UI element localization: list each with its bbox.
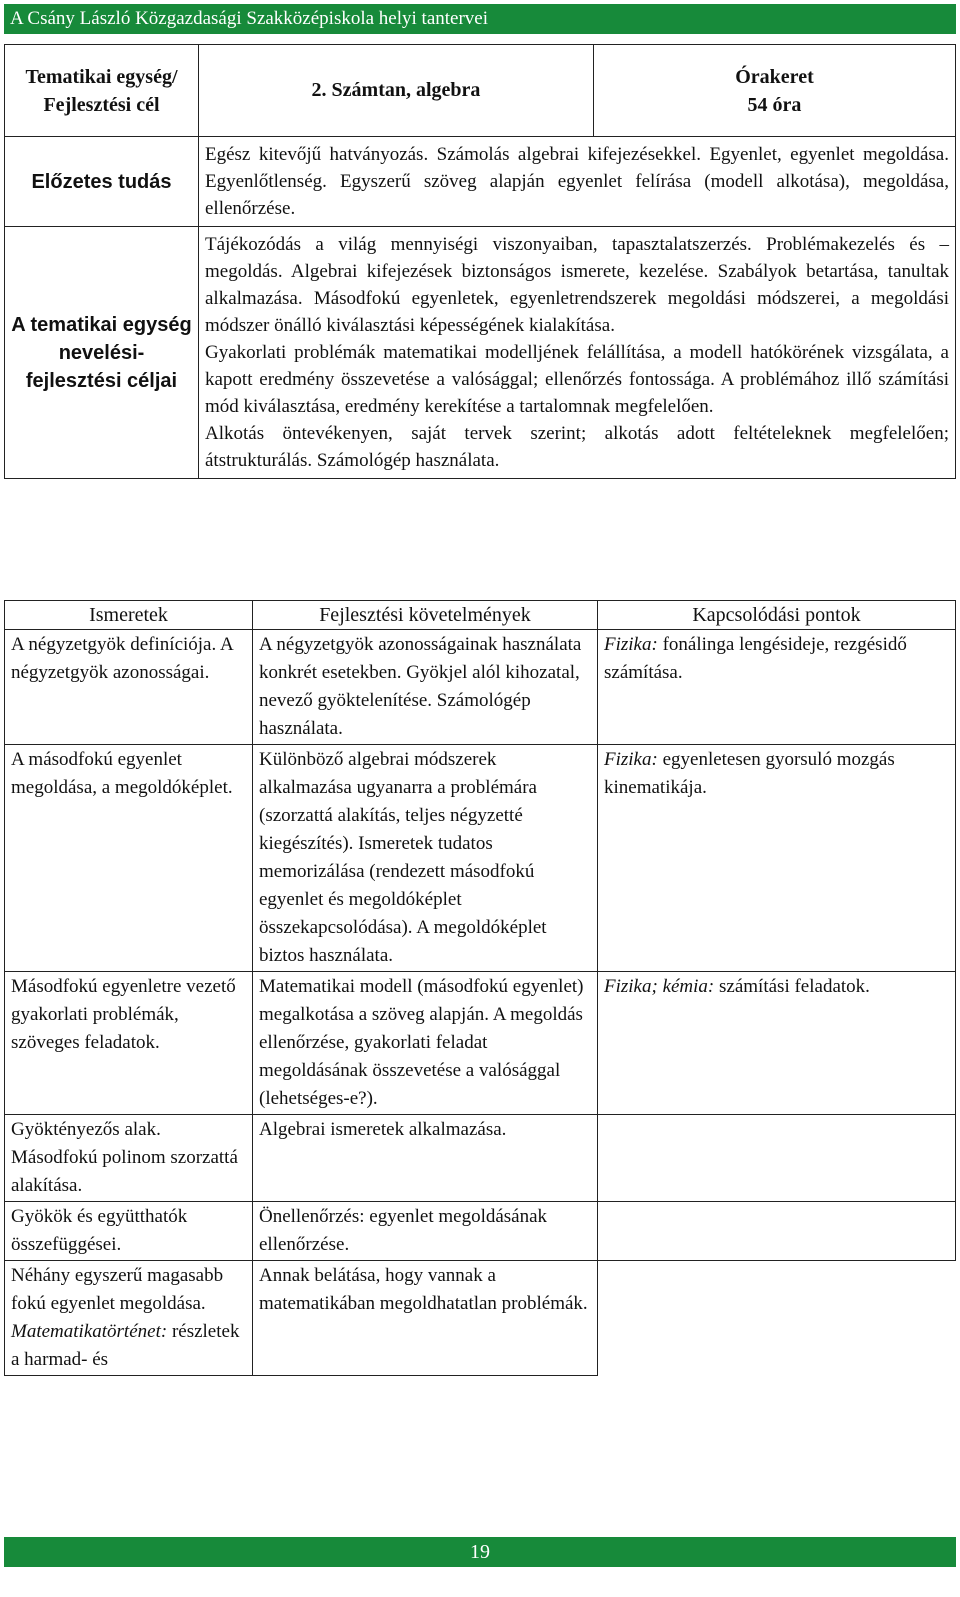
goals-paragraph: Alkotás öntevékenyen, saját tervek szerint; alkotás adott feltételeknek megfelelően; átstrukturálás. Számológép használata. bbox=[205, 423, 949, 471]
document-header-bar bbox=[4, 4, 956, 34]
hours-value: 54 óra bbox=[747, 93, 802, 116]
requirements-cell: Önellenőrzés: egyenlet megoldásának ellenőrzése. bbox=[253, 1202, 598, 1261]
knowledge-italic: Matematikatörténet: bbox=[11, 1321, 168, 1342]
knowledge-cell: A másodfokú egyenlet megoldása, a megoldóképlet. bbox=[5, 745, 253, 972]
goals-text bbox=[199, 227, 956, 479]
table-row bbox=[5, 1202, 956, 1261]
header-knowledge: Ismeretek bbox=[5, 601, 253, 630]
knowledge-cell bbox=[5, 1261, 253, 1376]
hours-label: Órakeret bbox=[735, 65, 814, 88]
goals-label: A tematikai egység nevelési-fejlesztési céljai bbox=[5, 227, 199, 479]
page-footer bbox=[4, 1537, 956, 1567]
prior-knowledge-label: Előzetes tudás bbox=[5, 137, 199, 227]
knowledge-text: Néhány egyszerű magasabb fokú egyenlet megoldása. bbox=[11, 1265, 224, 1314]
prior-knowledge-text: Egész kitevőjű hatványozás. Számolás algebrai kifejezésekkel. Egyenlet, egyenlet megoldása. Egyenlőtlenség. Egyszerű szöveg alapján egyenlet felírása (modell alkotása), megoldása, ellenőrzése. bbox=[199, 137, 956, 227]
knowledge-tail: részletek a harmad- és bbox=[11, 1321, 240, 1370]
requirements-cell: Különböző algebrai módszerek alkalmazása ugyanarra a problémára (szorzattá alakítás, teljes négyzetté kiegészítés). Ismeretek tudatos memorizálása (rendezett másodfokú egyenlet és megoldóképlet összekapcsolódása). A megoldóképlet biztos használata. bbox=[253, 745, 598, 972]
link-text: számítási feladatok. bbox=[714, 976, 870, 997]
link-subject: Fizika: bbox=[604, 749, 658, 770]
knowledge-cell: Gyöktényezős alak. Másodfokú polinom szorzattá alakítása. bbox=[5, 1115, 253, 1202]
table-row bbox=[5, 1261, 956, 1376]
hours-cell bbox=[594, 45, 956, 137]
links-cell bbox=[598, 1115, 956, 1202]
header-requirements: Fejlesztési követelmények bbox=[253, 601, 598, 630]
unit-summary-table bbox=[4, 44, 956, 479]
links-cell bbox=[598, 972, 956, 1115]
header-links: Kapcsolódási pontok bbox=[598, 601, 956, 630]
requirements-cell: Annak belátása, hogy vannak a matematikában megoldhatatlan problémák. bbox=[253, 1261, 598, 1376]
goals-paragraph: Tájékozódás a világ mennyiségi viszonyaiban, tapasztalatszerzés. Problémakezelés és –megoldás. Algebrai kifejezések biztonságos ismerete, kezelése. Szabályok betartása, tanultak alkalmazása. Másodfokú egyenletek, egyenletrendszerek megoldási módszerei, a megoldási módszer önálló kiválasztási képességének kialakítása. bbox=[205, 234, 949, 336]
link-text: egyenletesen gyorsuló mozgás kinematikája. bbox=[604, 749, 895, 798]
table-row bbox=[5, 630, 956, 745]
links-cell bbox=[598, 1202, 956, 1261]
table-row bbox=[5, 1115, 956, 1202]
link-subject: Fizika; kémia: bbox=[604, 976, 715, 997]
page-number: 19 bbox=[470, 1541, 490, 1563]
link-text: fonálinga lengésideje, rezgésidő számítása. bbox=[604, 634, 907, 683]
links-cell bbox=[598, 630, 956, 745]
table-row bbox=[5, 745, 956, 972]
table-row bbox=[5, 972, 956, 1115]
unit-name: 2. Számtan, algebra bbox=[199, 45, 594, 137]
requirements-cell: A négyzetgyök azonosságainak használata konkrét esetekben. Gyökjel alól kihozatal, nevező gyöktelenítése. Számológép használata. bbox=[253, 630, 598, 745]
knowledge-cell: A négyzetgyök definíciója. A négyzetgyök azonosságai. bbox=[5, 630, 253, 745]
requirements-cell: Matematikai modell (másodfokú egyenlet) megalkotása a szöveg alapján. A megoldás ellenőrzése, gyakorlati feladat megoldásának összevetése a valósággal (lehetséges-e?). bbox=[253, 972, 598, 1115]
content-table bbox=[4, 600, 956, 1376]
content-table-header bbox=[5, 601, 956, 630]
requirements-cell: Algebrai ismeretek alkalmazása. bbox=[253, 1115, 598, 1202]
knowledge-cell: Másodfokú egyenletre vezető gyakorlati problémák, szöveges feladatok. bbox=[5, 972, 253, 1115]
links-cell bbox=[598, 1261, 956, 1376]
link-subject: Fizika: bbox=[604, 634, 658, 655]
knowledge-cell: Gyökök és együtthatók összefüggései. bbox=[5, 1202, 253, 1261]
unit-label: Tematikai egység/ Fejlesztési cél bbox=[5, 45, 199, 137]
document-header-title: A Csány László Közgazdasági Szakközépiskola helyi tantervei bbox=[10, 8, 489, 29]
goals-paragraph: Gyakorlati problémák matematikai modelljének felállítása, a modell hatókörének vizsgálata, a kapott eredmény összevetése a valósággal; ellenőrzés fontossága. A problémához illő számítási mód kiválasztása, eredmény kerekítése a tartalomnak megfelelően. bbox=[205, 342, 949, 417]
links-cell bbox=[598, 745, 956, 972]
